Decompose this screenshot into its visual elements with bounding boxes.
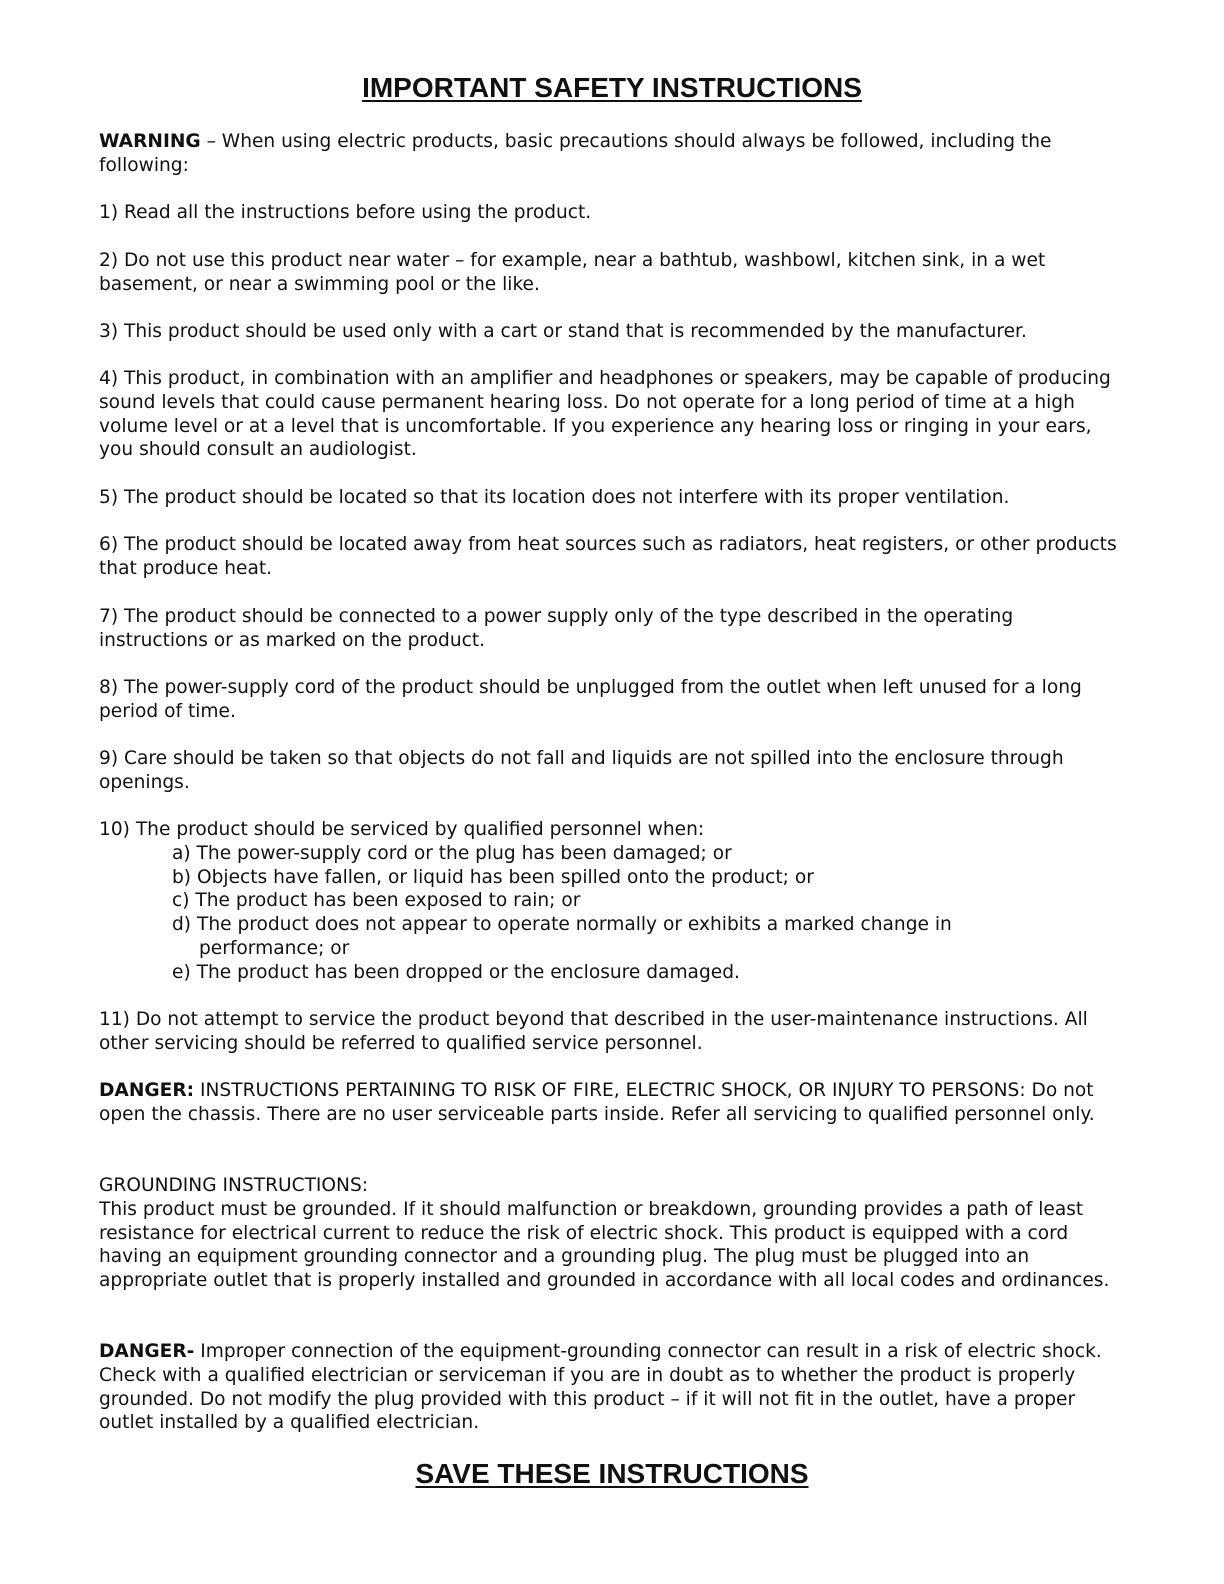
- warning-paragraph: [99, 130, 1117, 178]
- danger-paragraph-1: [99, 1079, 1117, 1127]
- instruction-item-8: 8) The power-supply cord of the product should be unplugged from the outlet when left unused for a long period of time.: [99, 677, 1082, 722]
- item-10-sub-c: c) The product has been exposed to rain; or: [172, 890, 581, 912]
- item-10-sub-a: a) The power-supply cord or the plug has been damaged; or: [172, 842, 732, 864]
- danger-text-1: INSTRUCTIONS PERTAINING TO RISK OF FIRE, ELECTRIC SHOCK, OR INJURY TO PERSONS: Do not open the chassis. There are no user serviceable parts inside. Refer all servicing to qualified personnel only.: [99, 1080, 1095, 1125]
- instruction-item-7: 7) The product should be connected to a power supply only of the type described in the operating instructions or as marked on the product.: [99, 606, 1014, 651]
- instruction-item-11: 11) Do not attempt to service the product beyond that described in the user-maintenance instructions. All other servicing should be referred to qualified service personnel.: [99, 1009, 1088, 1054]
- grounding-section: [99, 1174, 1117, 1293]
- instruction-item-2: 2) Do not use this product near water – for example, near a bathtub, washbowl, kitchen sink, in a wet basement, or near a swimming pool or the like.: [99, 250, 1046, 295]
- item-10-sub-e: e) The product has been dropped or the enclosure damaged.: [172, 961, 740, 983]
- instruction-item-6: 6) The product should be located away from heat sources such as radiators, heat registers, or other products that produce heat.: [99, 534, 1117, 579]
- instruction-item-9: 9) Care should be taken so that objects do not fall and liquids are not spilled into the enclosure through openings.: [99, 748, 1064, 793]
- instruction-item-3: 3) This product should be used only with a cart or stand that is recommended by the manufacturer.: [99, 321, 1027, 342]
- instruction-item-10: [99, 818, 1117, 985]
- danger-paragraph-2: [99, 1340, 1117, 1435]
- grounding-heading: GROUNDING INSTRUCTIONS:: [99, 1175, 369, 1196]
- instruction-item-1: 1) Read all the instructions before using the product.: [99, 202, 592, 223]
- warning-text: – When using electric products, basic precautions should always be followed, including the following:: [99, 131, 1052, 176]
- footer-title: SAVE THESE INSTRUCTIONS: [415, 1458, 809, 1489]
- item-10-sub-d-line2: performance; or: [199, 937, 350, 959]
- warning-label: WARNING: [99, 131, 201, 152]
- page-title: IMPORTANT SAFETY INSTRUCTIONS: [362, 72, 862, 103]
- item-10-sub-b: b) Objects have fallen, or liquid has been spilled onto the product; or: [172, 866, 814, 888]
- item-10-lead: 10) The product should be serviced by qualified personnel when:: [99, 819, 705, 840]
- danger-label-2: DANGER-: [99, 1341, 195, 1362]
- danger-text-2: Improper connection of the equipment-grounding connector can result in a risk of electric shock. Check with a qualified electrician or serviceman if you are in doubt as to whether the product is properly grounded. Do not modify the plug provided with this product – if it will not fit in the outlet, have a proper outlet installed by a qualified electrician.: [99, 1341, 1102, 1434]
- item-10-sub-d: [99, 913, 1117, 961]
- grounding-text: This product must be grounded. If it should malfunction or breakdown, grounding provides a path of least resistance for electrical current to reduce the risk of electric shock. This product is equipped with a cord having an equipment grounding connector and a grounding plug. The plug must be plugged into an appropriate outlet that is properly installed and grounded in accordance with all local codes and ordinances.: [99, 1198, 1110, 1292]
- instruction-item-4: 4) This product, in combination with an amplifier and headphones or speakers, may be capable of producing sound levels that could cause permanent hearing loss. Do not operate for a long period of time at a high volume level or at a level that is uncomfortable. If you experience any hearing loss or ringing in your ears, you should consult an audiologist.: [99, 368, 1111, 461]
- item-10-sub-d-line1: d) The product does not appear to operate normally or exhibits a marked change in: [172, 914, 952, 936]
- instruction-item-5: 5) The product should be located so that its location does not interfere with its proper ventilation.: [99, 487, 1010, 508]
- danger-label-1: DANGER:: [99, 1080, 195, 1101]
